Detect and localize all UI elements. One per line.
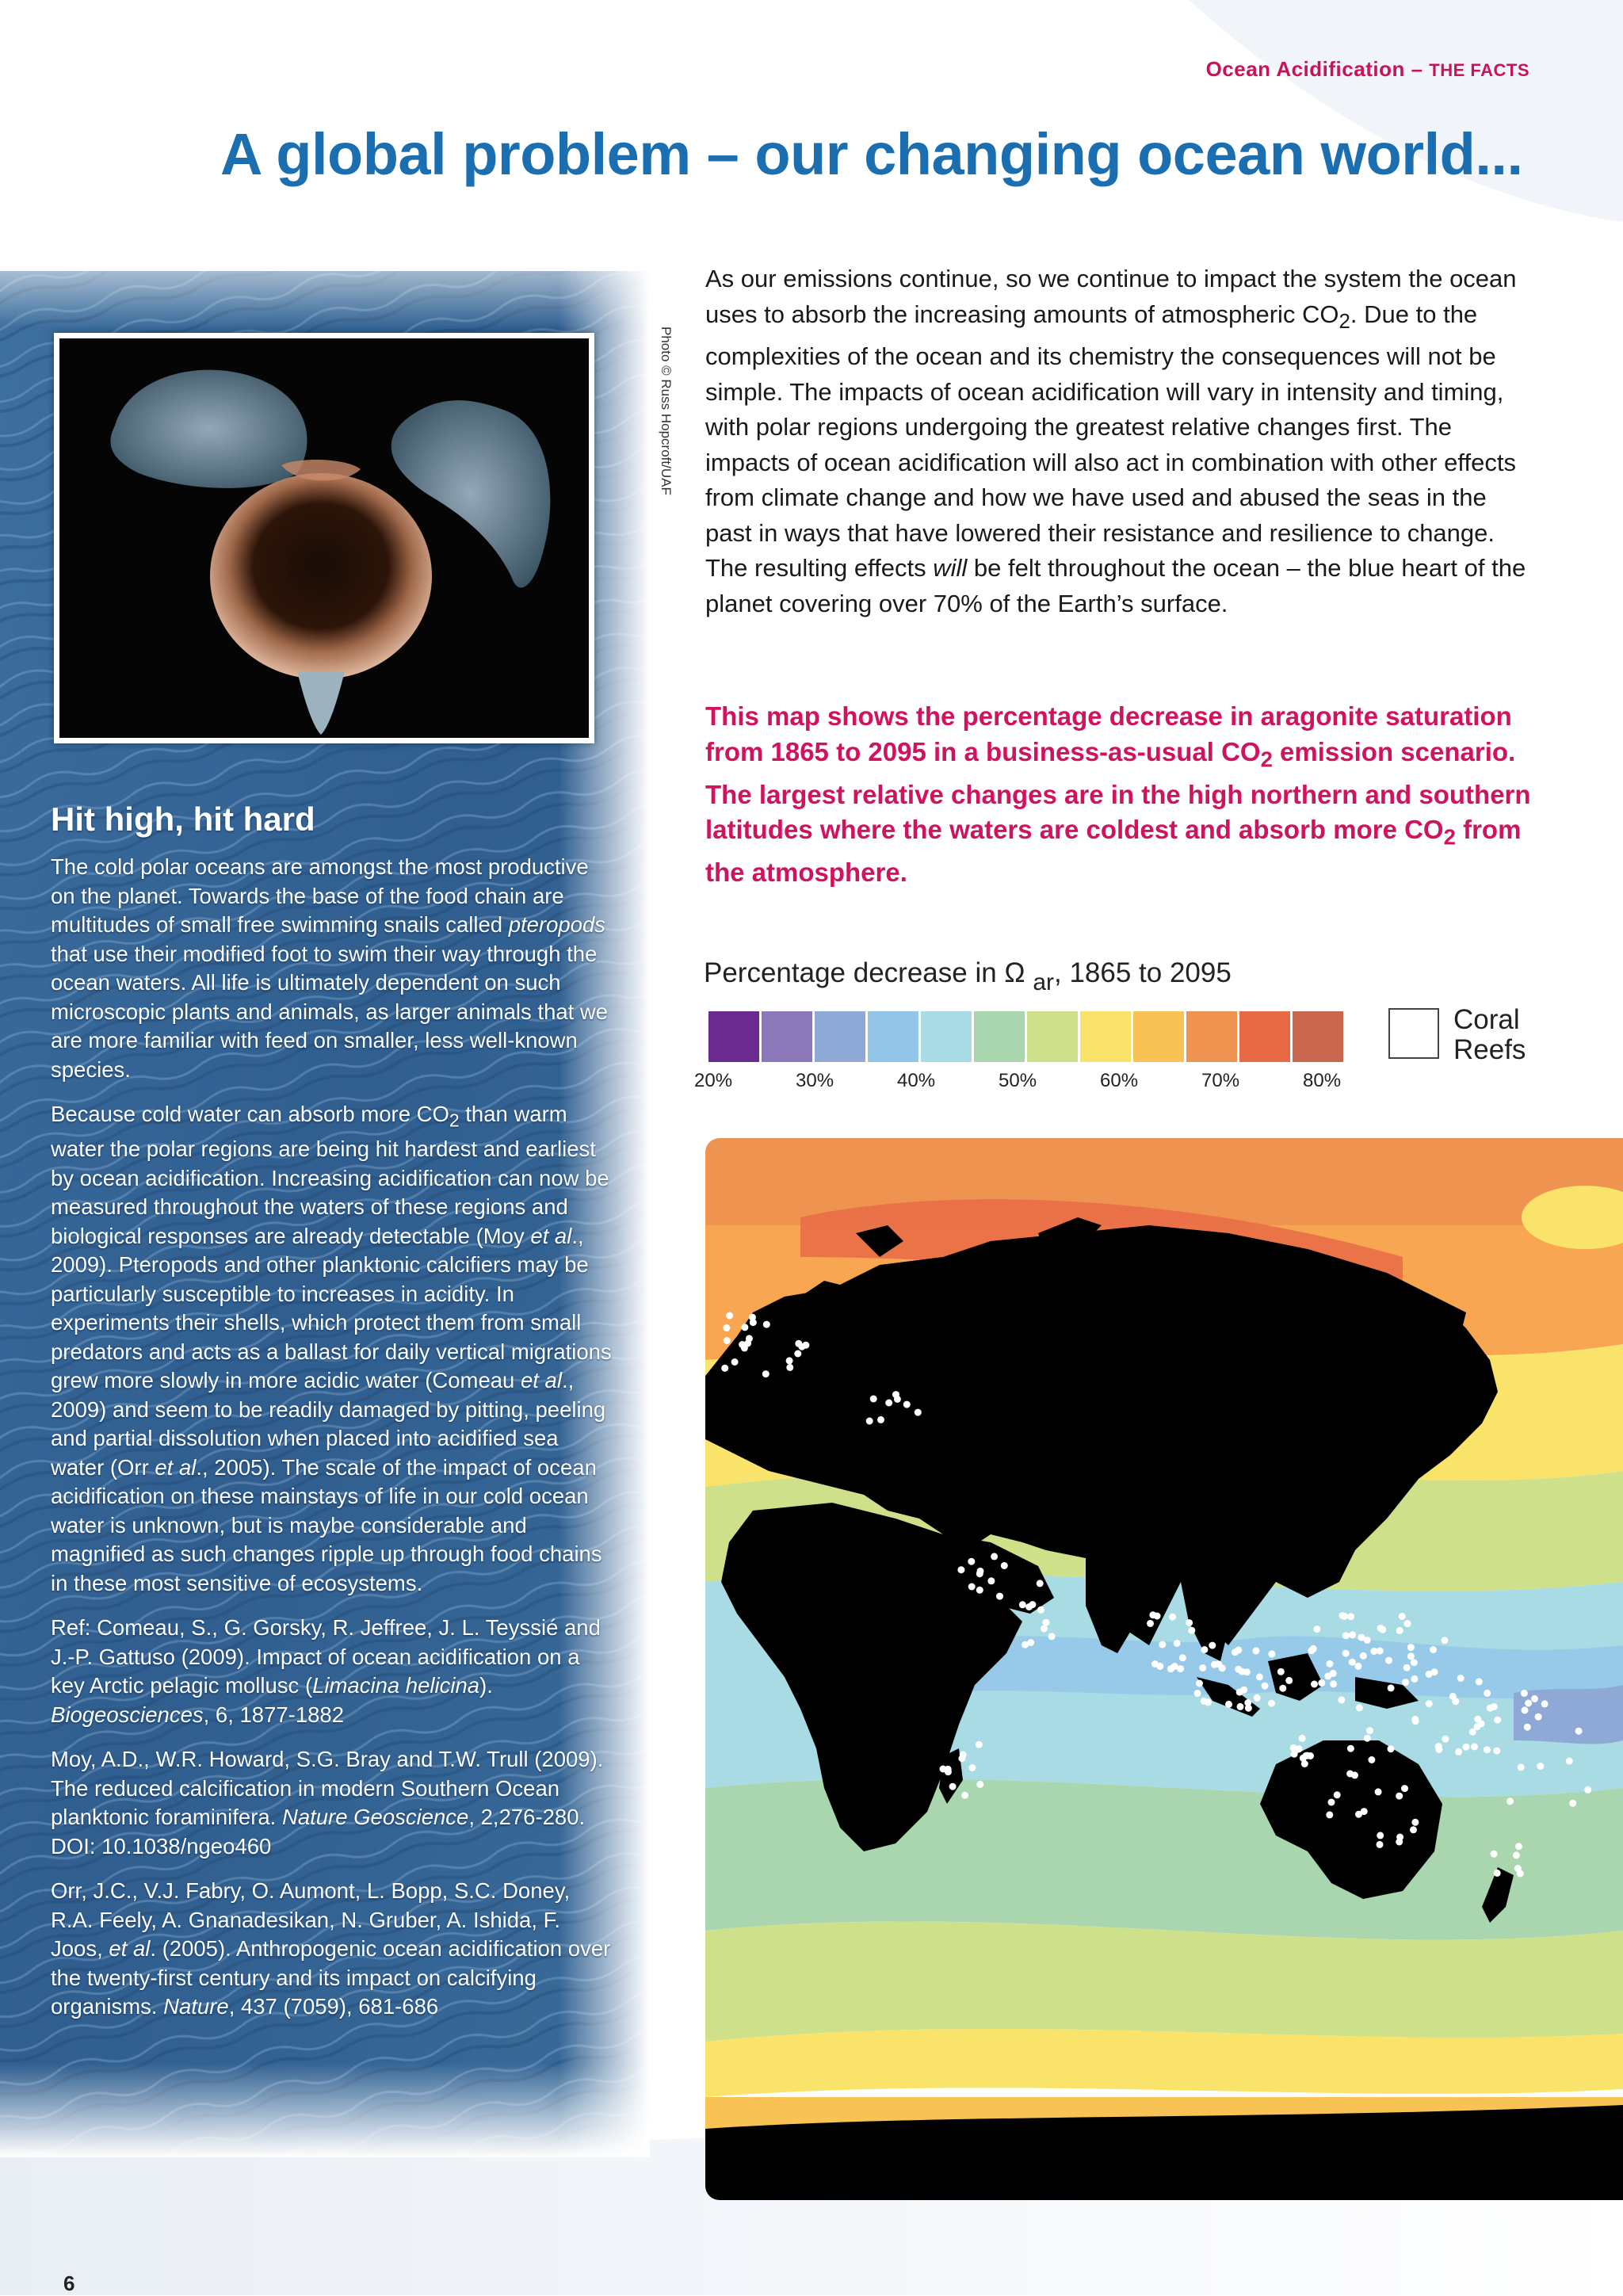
- coral-reef-dot: [1375, 1788, 1382, 1795]
- coral-reef-dot: [1301, 1760, 1308, 1767]
- coral-reef-dot: [940, 1766, 947, 1773]
- coral-reef-dot: [1279, 1685, 1286, 1692]
- coral-reef-dot: [1370, 1648, 1377, 1655]
- coral-reef-dot: [1430, 1646, 1437, 1653]
- world-map: [705, 1138, 1623, 2200]
- coral-reef-dot: [1535, 1713, 1542, 1721]
- coral-reef-dot: [1401, 1785, 1408, 1792]
- coral-reef-dot: [976, 1741, 983, 1748]
- coral-reef-dot: [750, 1319, 757, 1326]
- coral-reef-dot: [1426, 1700, 1433, 1707]
- coral-reef-dot: [1518, 1763, 1525, 1771]
- coral-reef-dot: [976, 1781, 983, 1788]
- coral-reef-dot: [1524, 1724, 1531, 1731]
- coral-reef-dot: [744, 1340, 751, 1347]
- coral-reef-dot: [870, 1396, 877, 1403]
- sidebar-paragraph-1: The cold polar oceans are amongst the most productive on the planet. Towards the base of the food chain are multitudes of small free swimming snails called pteropods that use their modified foot to swim their way through the ocean waters. All life is ultimately dependent on such microscopic plants and animals, as larger animals that we are more familiar with feed on smaller, less well-known species.: [51, 854, 609, 1082]
- coral-reef-dot: [1330, 1670, 1337, 1677]
- coral-reef-dot: [1334, 1791, 1341, 1798]
- coral-reef-dot: [1566, 1758, 1573, 1765]
- coral-reef-dot: [1025, 1603, 1033, 1610]
- coral-reef-dot: [903, 1401, 911, 1408]
- coral-reef-dot: [1245, 1705, 1252, 1712]
- coral-reef-dot: [1402, 1679, 1409, 1686]
- coral-reef-dot: [1522, 1706, 1529, 1713]
- legend-label: 20%: [694, 1070, 733, 1091]
- coral-reef-dot: [1313, 1626, 1320, 1633]
- coral-reef-dot: [1569, 1800, 1576, 1807]
- coral-reef-dot: [741, 1324, 748, 1331]
- coral-reef-dot: [721, 1365, 728, 1372]
- coral-reef-dot: [723, 1324, 730, 1331]
- coral-reef-dot: [1188, 1627, 1195, 1634]
- coral-reef-dot: [1525, 1700, 1532, 1707]
- coral-reef-dot: [977, 1568, 984, 1575]
- reference-moy: Moy, A.D., W.R. Howard, S.G. Bray and T.W. Trull (2009). The reduced calcification in modern Southern Ocean planktonic foraminifera. Nature Geoscience, 2,276-280. DOI: 10.1038/ngeo460: [51, 1747, 604, 1859]
- sidebar-text: [51, 800, 615, 2038]
- legend-swatch-2: [762, 1011, 815, 1062]
- coral-reef-dot: [877, 1416, 884, 1423]
- coral-reef-dot: [1347, 1613, 1354, 1620]
- coral-reef-dot: [1364, 1637, 1371, 1644]
- coral-reef-dot: [1179, 1654, 1186, 1661]
- coral-reef-dot: [1252, 1647, 1259, 1654]
- coral-reef-dot: [1037, 1580, 1044, 1587]
- coral-reef-dot: [1514, 1865, 1522, 1872]
- coral-reef-dot: [957, 1566, 964, 1573]
- coral-reef-legend-swatch: [1388, 1008, 1439, 1059]
- coral-reef-dot: [1342, 1650, 1350, 1657]
- legend-swatch-1: [708, 1011, 762, 1062]
- coral-reef-dot: [1410, 1826, 1417, 1833]
- band-pacific-blue: [1514, 1685, 1623, 1744]
- coral-reef-dot: [1388, 1745, 1395, 1752]
- coral-reef-dot: [1209, 1642, 1216, 1649]
- coral-reef-dot: [1404, 1620, 1411, 1627]
- coral-reef-dot: [1354, 1663, 1361, 1670]
- coral-reef-dot: [1254, 1694, 1261, 1702]
- coral-reef-dot: [1303, 1752, 1310, 1759]
- band-south-mid: [705, 1921, 1623, 2042]
- coral-reef-dot: [1159, 1641, 1166, 1648]
- legend-swatch-6: [974, 1011, 1027, 1062]
- legend-swatch-8: [1080, 1011, 1133, 1062]
- coral-reef-dot: [885, 1400, 892, 1407]
- coral-reef-dot: [1476, 1678, 1483, 1685]
- coral-reef-dot: [1330, 1680, 1337, 1687]
- coral-reef-dot: [976, 1587, 983, 1594]
- coral-reef-dot: [731, 1358, 739, 1366]
- header-section: Ocean Acidification: [1205, 57, 1405, 81]
- reference-comeau: Ref: Comeau, S., G. Gorsky, R. Jeffree, J. L. Teyssié and J.-P. Gattuso (2009). Impact of ocean acidification on a key Arctic pelagic mollusc (Limacina helicina). Biogeosciences, 6, 1877-1882: [51, 1615, 601, 1727]
- coral-reef-dot: [1328, 1799, 1335, 1806]
- coral-reef-dot: [1411, 1675, 1418, 1683]
- coral-reef-dot: [1463, 1744, 1470, 1751]
- coral-reef-dot: [786, 1364, 793, 1371]
- map-caption: This map shows the percentage decrease in aragonite saturation from 1865 to 2095 in a business-as-usual $CO_2$ emission scenario. The largest relative changes are in the high northern and southern latitudes where the waters are coldest and absorb more $CO_2$ from the atmosphere.: [705, 701, 1531, 888]
- coral-reef-dot: [1347, 1745, 1354, 1752]
- header-facts: THE FACTS: [1429, 60, 1529, 80]
- legend-label: 80%: [1303, 1070, 1342, 1091]
- coral-reef-dot: [1515, 1843, 1522, 1850]
- coral-reef-dot: [1396, 1627, 1403, 1634]
- coral-reef-dot: [961, 1792, 968, 1799]
- coral-reef-dot: [1338, 1696, 1345, 1703]
- coral-reef-dot: [1474, 1723, 1481, 1730]
- coral-reef-dot: [798, 1343, 805, 1350]
- coral-reef-dot: [1441, 1637, 1448, 1644]
- coral-reef-dot: [968, 1558, 975, 1565]
- coral-reef-dot: [794, 1350, 801, 1358]
- coral-reef-dot: [1147, 1620, 1154, 1627]
- coral-reef-dot: [1156, 1663, 1163, 1670]
- coral-reef-dot: [1277, 1668, 1285, 1675]
- legend-label: 40%: [897, 1070, 936, 1091]
- coral-reef-dot: [1346, 1771, 1354, 1778]
- legend-swatch-9: [1133, 1011, 1186, 1062]
- coral-reef-dot: [1186, 1619, 1193, 1626]
- coral-reef-dot: [968, 1584, 976, 1591]
- coral-reef-dot: [1368, 1756, 1375, 1763]
- coral-reef-dot: [1211, 1661, 1218, 1668]
- coral-reef-dot: [1521, 1690, 1528, 1697]
- intro-paragraph: As our emissions continue, so we continue to impact the system the ocean uses to absorb the increasing amounts of atmospheric $CO_2$. Due to the complexities of the ocean and its chemistry the consequences will not be simple. The impacts of ocean acidification will vary in intensity and timing, with polar regions undergoing the greatest relative changes first. The impacts of ocean acidification will also act in combination with other effects from climate change and how we have used and abused the seas in the past in ways that have lowered their resistance and resilience to change. The resulting effects will be felt throughout the ocean – the blue heart of the planet covering over 70% of the Earth’s surface.: [705, 265, 1526, 617]
- coral-reef-dot: [1169, 1614, 1176, 1621]
- coral-reef-dot: [1194, 1690, 1201, 1697]
- coral-reef-dot: [1455, 1748, 1462, 1755]
- coral-reef-dot: [1327, 1660, 1334, 1668]
- legend-swatch-12: [1293, 1011, 1346, 1062]
- coral-reef-dot: [1355, 1811, 1362, 1818]
- coral-reef-dot: [1199, 1664, 1206, 1671]
- coral-reef-dot: [1171, 1663, 1178, 1670]
- coral-reef-dot: [1399, 1613, 1406, 1620]
- coral-reef-dot: [1311, 1681, 1318, 1688]
- coral-reef-dot: [1205, 1698, 1212, 1706]
- coral-reef-dot: [1356, 1704, 1363, 1711]
- coral-reef-dot: [968, 1764, 976, 1771]
- coral-reef-dot: [1484, 1746, 1491, 1753]
- coral-reef-dot: [1268, 1650, 1275, 1657]
- page-number: 6: [63, 2271, 75, 2295]
- coral-reef-dot: [1541, 1700, 1549, 1707]
- coral-reef-dot: [1041, 1626, 1048, 1633]
- reference-orr: Orr, J.C., V.J. Fabry, O. Aumont, L. Bopp, S.C. Doney, R.A. Feely, A. Gnanadesikan, N. Gruber, A. Ishida, F. Joos, et al. (2005). Anthropogenic ocean acidification over the twenty-first century and its impact on calcifying organisms. Nature, 437 (7059), 681-686: [51, 1878, 611, 2019]
- coral-reef-dot: [1471, 1743, 1478, 1750]
- coral-reef-dot: [1268, 1700, 1275, 1707]
- coral-reef-dot: [1237, 1703, 1244, 1710]
- coral-reef-dot: [1431, 1668, 1438, 1675]
- coral-reef-dot: [1296, 1745, 1303, 1752]
- coral-reef-dot: [1403, 1664, 1411, 1671]
- coral-reef-dot: [1494, 1717, 1501, 1724]
- coral-reef-dot: [1575, 1728, 1583, 1735]
- coral-reef-dot: [1407, 1652, 1415, 1660]
- coral-reef-dot: [1537, 1763, 1544, 1770]
- coral-reef-dot: [1491, 1703, 1498, 1710]
- coral-reef-dot: [1396, 1839, 1403, 1846]
- coral-reef-dot: [1341, 1613, 1348, 1620]
- coral-reef-dot: [1411, 1819, 1419, 1826]
- coral-reef-dot: [1342, 1632, 1350, 1639]
- coral-reef-dot: [786, 1357, 793, 1364]
- coral-reef-dot: [1513, 1851, 1520, 1859]
- coral-reef-dot: [1442, 1736, 1449, 1743]
- coral-reef-dot: [1411, 1659, 1418, 1666]
- coral-reef-dot: [996, 1593, 1003, 1600]
- legend-label: 30%: [796, 1070, 834, 1091]
- coral-reef-dot: [1379, 1626, 1386, 1633]
- coral-reef-dot: [1388, 1684, 1395, 1691]
- legend-swatch-3: [815, 1011, 868, 1062]
- coral-reef-dot: [1042, 1619, 1049, 1626]
- coral-reef-dot: [724, 1337, 731, 1344]
- coral-reef-dot: [1584, 1786, 1591, 1794]
- coral-reef-dot: [991, 1553, 998, 1560]
- legend-color-bar: [708, 1011, 1346, 1062]
- coral-reef-dot: [1022, 1641, 1029, 1648]
- coral-reef-dot: [915, 1409, 922, 1416]
- coral-reef-dot: [1225, 1701, 1232, 1708]
- coral-reef-dot: [1235, 1647, 1242, 1654]
- coral-reef-dot: [1366, 1727, 1373, 1734]
- coral-reef-dot: [949, 1783, 957, 1790]
- coral-reef-dot: [1457, 1675, 1465, 1682]
- legend-label: 60%: [1100, 1070, 1139, 1091]
- coral-reef-dot: [1349, 1631, 1356, 1638]
- coral-reef-dot: [1360, 1652, 1367, 1660]
- coral-reef-dot: [1411, 1716, 1419, 1723]
- coral-reef-dot: [1262, 1683, 1269, 1690]
- coral-reef-dot: [1377, 1832, 1384, 1839]
- coral-reef-dot: [1318, 1679, 1325, 1687]
- coral-reef-dot: [762, 1370, 769, 1377]
- coral-reef-dot: [987, 1577, 995, 1584]
- coral-reef-dot: [1308, 1647, 1315, 1654]
- coral-reef-dot: [1493, 1748, 1500, 1755]
- coral-reef-dot: [1494, 1870, 1501, 1877]
- sidebar-heading: Hit high, hit hard: [51, 800, 315, 838]
- legend-labels: [694, 1070, 1360, 1102]
- band-south-high: [705, 2029, 1623, 2097]
- coral-reef-dot: [726, 1312, 733, 1320]
- coral-reef-dot: [1377, 1841, 1384, 1848]
- coral-reef-dot: [1037, 1606, 1044, 1614]
- coral-reef-dot: [866, 1418, 873, 1425]
- coral-reef-dot: [1240, 1687, 1247, 1694]
- coral-reef-dot: [1196, 1680, 1203, 1687]
- coral-reef-dot: [1285, 1677, 1293, 1684]
- coral-reef-legend-label: Coral Reefs: [1453, 1004, 1526, 1065]
- coral-reef-dot: [1385, 1657, 1392, 1664]
- coral-reef-dot: [1435, 1743, 1442, 1750]
- pteropod-image: [59, 338, 589, 738]
- legend-swatch-11: [1239, 1011, 1293, 1062]
- pteropod-photo: [54, 333, 594, 743]
- coral-reef-dot: [1001, 1562, 1008, 1569]
- coral-reef-dot: [1019, 1601, 1026, 1608]
- legend-title: Percentage decrease in Ω ar, 1865 to 2095: [704, 957, 1232, 995]
- coral-reef-dot: [1407, 1644, 1415, 1651]
- coral-reef-dot: [1364, 1735, 1371, 1742]
- coral-reef-dot: [1149, 1611, 1156, 1618]
- legend-label: 50%: [999, 1070, 1037, 1091]
- coral-reef-dot: [1507, 1797, 1514, 1805]
- legend-swatch-7: [1027, 1011, 1080, 1062]
- coral-reef-dot: [1326, 1811, 1333, 1818]
- coral-reef-dot: [1219, 1664, 1226, 1671]
- photo-credit: Photo © Russ Hopcroft/UAF: [659, 327, 674, 495]
- coral-reef-dot: [1349, 1659, 1356, 1666]
- legend-swatch-10: [1186, 1011, 1239, 1062]
- coral-reef-dot: [1048, 1633, 1056, 1640]
- coral-reef-dot: [892, 1391, 899, 1398]
- coral-reef-dot: [958, 1755, 965, 1762]
- legend-swatch-5: [921, 1011, 974, 1062]
- coral-reef-dot: [1484, 1690, 1491, 1697]
- section-header-tag: Ocean Acidification – THE FACTS: [1205, 57, 1529, 81]
- coral-reef-dot: [1201, 1646, 1208, 1653]
- coral-reef-dot: [1235, 1666, 1242, 1673]
- page-title: A global problem – our changing ocean world...: [220, 121, 1523, 187]
- coral-reef-dot: [1256, 1673, 1263, 1680]
- coral-reef-dot: [1449, 1693, 1457, 1700]
- coral-reef-dot: [1299, 1735, 1306, 1742]
- legend-label: 70%: [1201, 1070, 1240, 1091]
- coral-reef-dot: [1243, 1668, 1251, 1675]
- coral-reef-dot: [1531, 1695, 1538, 1702]
- sidebar-paragraph-2: Because cold water can absorb more $CO_2$ than warm water the polar regions are being hit hardest and earliest by ocean acidification. Increasing acidification can now be measured throughout the waters of these regions and biological responses are already detectable (Moy et al., 2009). Pteropods and other planktonic calcifiers may be particularly susceptible to increases in acidity. In experiments their shells, which protect them from small predators and acts as a ballast for daily vertical migrations grew more slowly in more acidic water (Comeau et al., 2009) and seem to be readily damaged by pitting, peeling and partial dissolution when placed into acidified sea water (Orr et al., 2005). The scale of the impact of ocean acidification on these mainstays of life in our cold ocean water is unknown, but is maybe considerable and magnified as such changes ripple up through food chains in these most sensitive of ecosystems.: [51, 1102, 612, 1595]
- legend-swatch-4: [868, 1011, 921, 1062]
- coral-reef-dot: [1491, 1851, 1498, 1858]
- coral-reef-dot: [763, 1321, 770, 1328]
- coral-reef-dot: [1396, 1793, 1403, 1800]
- aragonite-change-map: [705, 1138, 1623, 2200]
- coral-reef-dot: [1174, 1640, 1181, 1647]
